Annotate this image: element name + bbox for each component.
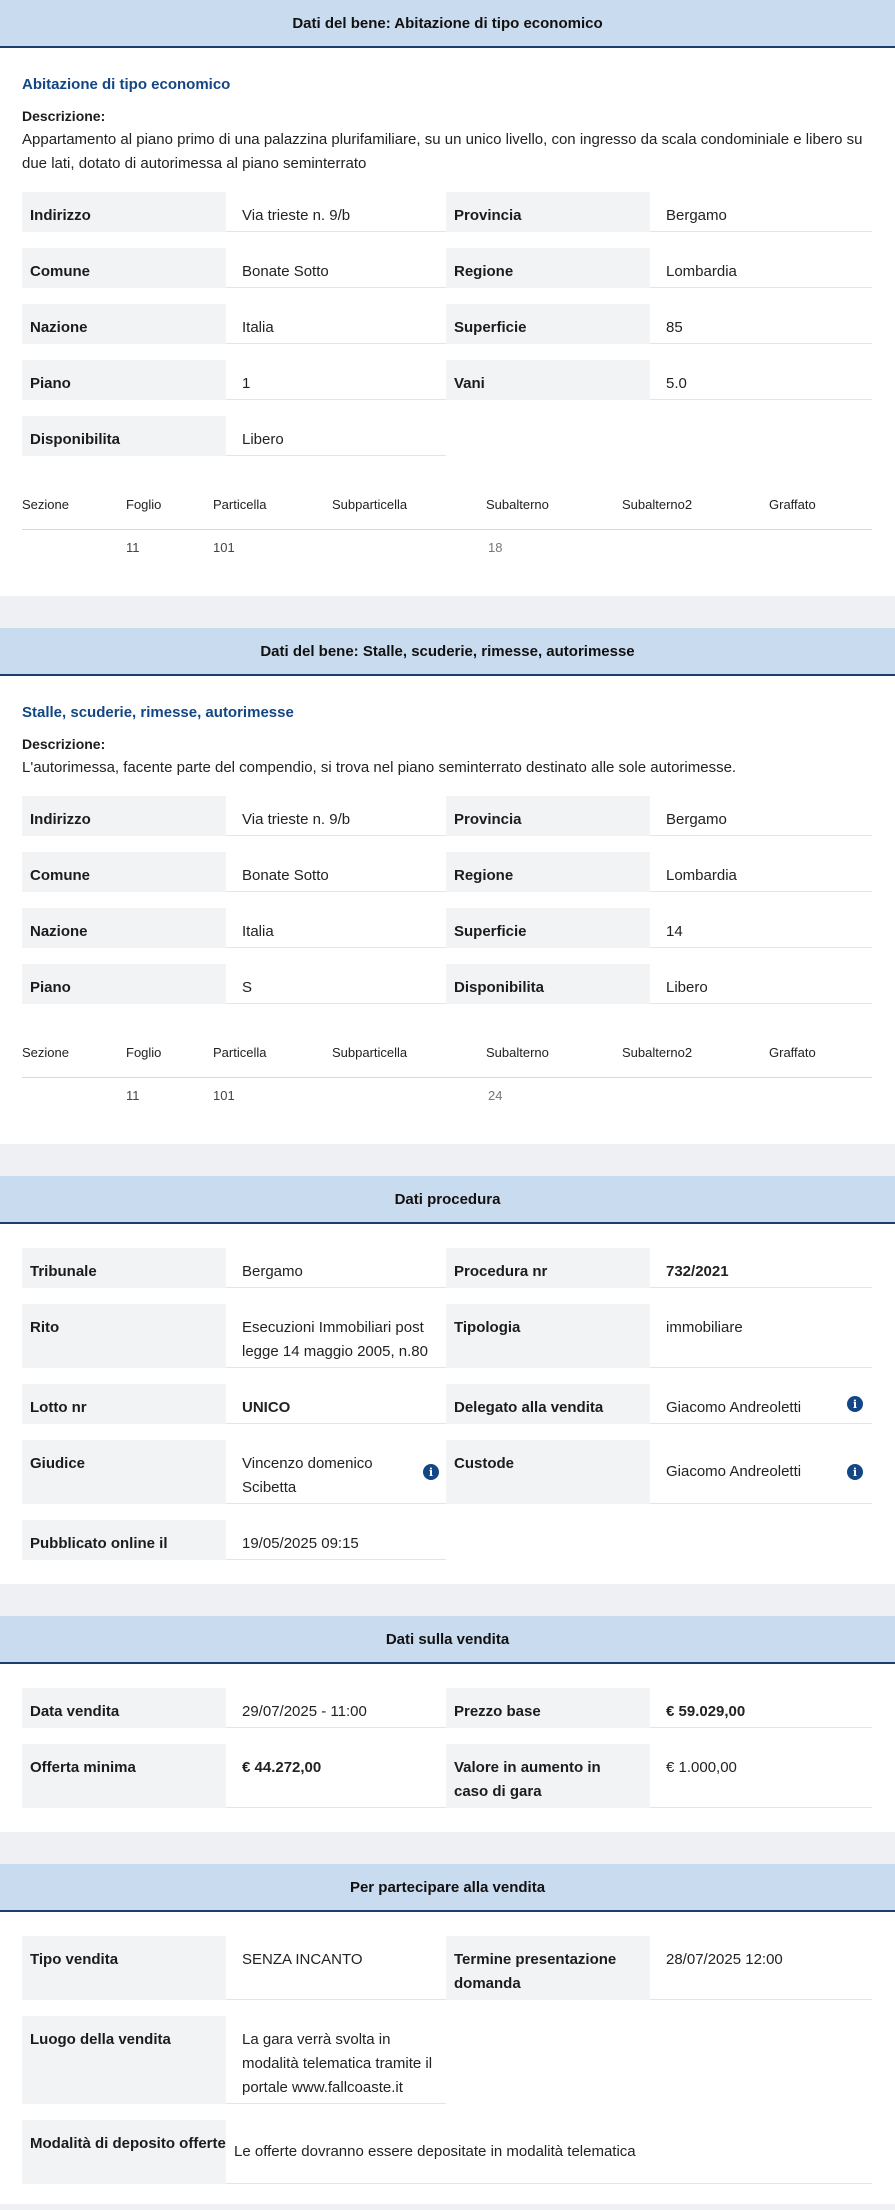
superficie-value: 14 xyxy=(650,908,872,948)
table-header: Sezione xyxy=(22,497,69,512)
offerta-minima-value: € 44.272,00 xyxy=(226,1744,446,1808)
nazione-label: Nazione xyxy=(22,908,226,948)
luogo-label: Luogo della vendita xyxy=(22,2016,226,2104)
pubblicato-value: 19/05/2025 09:15 xyxy=(226,1520,446,1560)
nazione-value: Italia xyxy=(226,304,446,344)
deposito-value: Le offerte dovranno essere depositate in modalità telematica xyxy=(226,2120,872,2184)
tribunale-label: Tribunale xyxy=(22,1248,226,1288)
table-header: Particella xyxy=(213,1045,267,1060)
bene-subtitle: Abitazione di tipo economico xyxy=(22,76,231,93)
table-cell: 101 xyxy=(213,1088,235,1103)
description-label: Descrizione: xyxy=(22,108,106,124)
lotto-value: UNICO xyxy=(226,1384,446,1424)
vani-label: Vani xyxy=(446,360,650,400)
valore-aumento-value: € 1.000,00 xyxy=(650,1744,872,1808)
rito-label: Rito xyxy=(22,1304,226,1368)
table-header: Particella xyxy=(213,497,267,512)
tribunale-value: Bergamo xyxy=(226,1248,446,1288)
indirizzo-label: Indirizzo xyxy=(22,192,226,232)
custode-value: Giacomo Andreoletti xyxy=(650,1440,872,1504)
info-icon[interactable]: i xyxy=(423,1464,439,1480)
provincia-value: Bergamo xyxy=(650,796,872,836)
table-header: Subalterno2 xyxy=(622,497,693,512)
procedura-nr-label: Procedura nr xyxy=(446,1248,650,1288)
luogo-value: La gara verrà svolta in modalità telematica tramite il portale www.fallcoaste.it xyxy=(226,2016,446,2104)
provincia-label: Provincia xyxy=(446,192,650,232)
bene-card-header: Dati del bene: Stalle, scuderie, rimesse, autorimesse xyxy=(0,628,895,676)
giudice-value: Vincenzo domenico Scibetta xyxy=(226,1440,446,1504)
piano-label: Piano xyxy=(22,964,226,1004)
valore-aumento-label: Valore in aumento in caso di gara xyxy=(446,1744,650,1808)
comune-value: Bonate Sotto xyxy=(226,248,446,288)
table-header: Subparticella xyxy=(332,1045,408,1060)
table-cell: 11 xyxy=(126,540,140,555)
tipologia-value: immobiliare xyxy=(650,1304,872,1368)
data-vendita-label: Data vendita xyxy=(22,1688,226,1728)
table-divider xyxy=(22,1077,872,1078)
table-header: Subalterno xyxy=(486,1045,549,1060)
provincia-label: Provincia xyxy=(446,796,650,836)
offerta-minima-label: Offerta minima xyxy=(22,1744,226,1808)
indirizzo-value: Via trieste n. 9/b xyxy=(226,192,446,232)
bene-card-autorimessa xyxy=(0,628,895,1144)
giudice-label: Giudice xyxy=(22,1440,226,1504)
procedura-card xyxy=(0,1176,895,1584)
table-header: Foglio xyxy=(126,497,162,512)
comune-value: Bonate Sotto xyxy=(226,852,446,892)
description-label: Descrizione: xyxy=(22,736,106,752)
table-cell: 101 xyxy=(213,540,235,555)
disponibilita-label: Disponibilita xyxy=(446,964,650,1004)
table-cell: 11 xyxy=(126,1088,140,1103)
rito-value: Esecuzioni Immobiliari post legge 14 maggio 2005, n.80 xyxy=(226,1304,446,1368)
custode-label: Custode xyxy=(446,1440,650,1504)
nazione-label: Nazione xyxy=(22,304,226,344)
table-header: Subparticella xyxy=(332,497,408,512)
deposito-label: Modalità di deposito offerte xyxy=(22,2120,226,2184)
disponibilita-label: Disponibilita xyxy=(22,416,226,456)
table-header: Subalterno xyxy=(486,497,549,512)
regione-value: Lombardia xyxy=(650,852,872,892)
table-cell: 24 xyxy=(488,1088,503,1103)
prezzo-base-label: Prezzo base xyxy=(446,1688,650,1728)
comune-label: Comune xyxy=(22,852,226,892)
termine-value: 28/07/2025 12:00 xyxy=(650,1936,872,2000)
procedura-nr-value: 732/2021 xyxy=(650,1248,872,1288)
disponibilita-value: Libero xyxy=(650,964,872,1004)
indirizzo-label: Indirizzo xyxy=(22,796,226,836)
tipologia-label: Tipologia xyxy=(446,1304,650,1368)
description-text: Appartamento al piano primo di una palazzina plurifamiliare, su un unico livello, con ingresso da scala condominiale e libero su due lati, dotato di autorimessa al piano seminterrato xyxy=(22,131,863,172)
table-header: Graffato xyxy=(769,1045,816,1060)
piano-value: S xyxy=(226,964,446,1004)
partecipare-header: Per partecipare alla vendita xyxy=(0,1864,895,1912)
bene-card-header: Dati del bene: Abitazione di tipo economico xyxy=(0,0,895,48)
procedura-header: Dati procedura xyxy=(0,1176,895,1224)
pubblicato-label: Pubblicato online il xyxy=(22,1520,226,1560)
vendita-header: Dati sulla vendita xyxy=(0,1616,895,1664)
vani-value: 5.0 xyxy=(650,360,872,400)
regione-value: Lombardia xyxy=(650,248,872,288)
superficie-value: 85 xyxy=(650,304,872,344)
disponibilita-value: Libero xyxy=(226,416,446,456)
superficie-label: Superficie xyxy=(446,908,650,948)
nazione-value: Italia xyxy=(226,908,446,948)
bene-subtitle: Stalle, scuderie, rimesse, autorimesse xyxy=(22,704,294,721)
bene-card-abitazione xyxy=(0,0,895,596)
regione-label: Regione xyxy=(446,852,650,892)
description-text: L'autorimessa, facente parte del compendio, si trova nel piano seminterrato destinato alle sole autorimesse. xyxy=(22,759,737,776)
table-header: Foglio xyxy=(126,1045,162,1060)
data-vendita-value: 29/07/2025 - 11:00 xyxy=(226,1688,446,1728)
tipo-vendita-value: SENZA INCANTO xyxy=(226,1936,446,2000)
superficie-label: Superficie xyxy=(446,304,650,344)
table-header: Graffato xyxy=(769,497,816,512)
provincia-value: Bergamo xyxy=(650,192,872,232)
delegato-label: Delegato alla vendita xyxy=(446,1384,650,1424)
comune-label: Comune xyxy=(22,248,226,288)
vendita-card xyxy=(0,1616,895,1832)
piano-label: Piano xyxy=(22,360,226,400)
table-header: Subalterno2 xyxy=(622,1045,693,1060)
table-header: Sezione xyxy=(22,1045,69,1060)
lotto-label: Lotto nr xyxy=(22,1384,226,1424)
delegato-value: Giacomo Andreoletti xyxy=(650,1384,872,1424)
piano-value: 1 xyxy=(226,360,446,400)
info-icon[interactable]: i xyxy=(847,1396,863,1412)
prezzo-base-value: € 59.029,00 xyxy=(650,1688,872,1728)
regione-label: Regione xyxy=(446,248,650,288)
termine-label: Termine presentazione domanda xyxy=(446,1936,650,2000)
partecipare-card xyxy=(0,1864,895,2204)
tipo-vendita-label: Tipo vendita xyxy=(22,1936,226,2000)
indirizzo-value: Via trieste n. 9/b xyxy=(226,796,446,836)
info-icon[interactable]: i xyxy=(847,1464,863,1480)
table-cell: 18 xyxy=(488,540,503,555)
table-divider xyxy=(22,529,872,530)
